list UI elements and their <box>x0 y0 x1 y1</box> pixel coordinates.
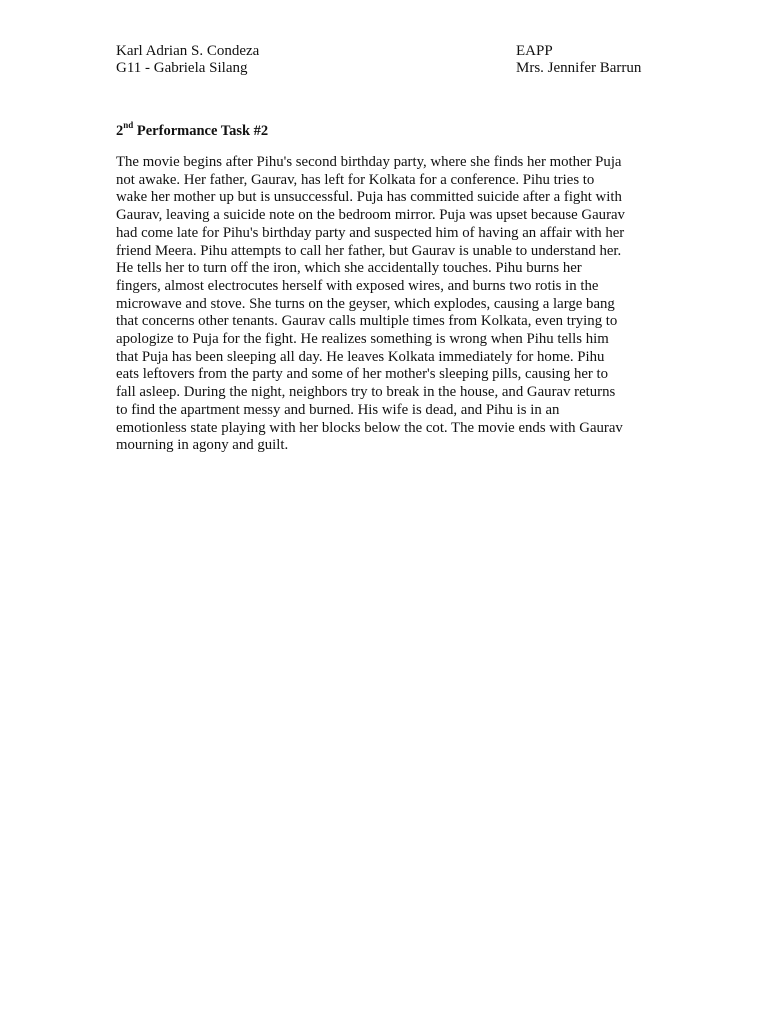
paragraph-line: microwave and stove. She turns on the geyser, which explodes, causing a large bang <box>116 295 615 312</box>
header-row-2 <box>116 60 648 77</box>
paragraph-line: mourning in agony and guilt. <box>116 437 289 454</box>
paragraph-line: to find the apartment messy and burned. His wife is dead, and Pihu is in an <box>116 401 560 418</box>
title-number: 2 <box>116 122 124 139</box>
header-row-1 <box>116 43 648 60</box>
paragraph-line: He tells her to turn off the iron, which she accidentally touches. Pihu burns her <box>116 260 582 277</box>
paragraph-line: fall asleep. During the night, neighbors try to break in the house, and Gaurav returns <box>116 384 616 401</box>
paragraph-line: friend Meera. Pihu attempts to call her father, but Gaurav is unable to understand her. <box>116 242 622 259</box>
paragraph-line: apologize to Puja for the fight. He realizes something is wrong when Pihu tells him <box>116 331 609 348</box>
subject: EAPP <box>516 43 553 59</box>
document-header <box>116 43 648 77</box>
teacher-name: Mrs. Jennifer Barrun <box>516 60 642 76</box>
paragraph-line: that Puja has been sleeping all day. He leaves Kolkata immediately for home. Pihu <box>116 348 605 365</box>
paragraph-line: eats leftovers from the party and some of her mother's sleeping pills, causing her to <box>116 366 609 383</box>
title-ordinal-suffix: nd <box>123 120 134 130</box>
student-name: Karl Adrian S. Condeza <box>116 43 260 59</box>
paragraph-line: wake her mother up but is unsuccessful. Puja has committed suicide after a fight with <box>116 189 622 206</box>
paragraph-line: fingers, almost electrocutes herself with exposed wires, and burns two rotis in the <box>116 277 599 294</box>
paragraph-line: had come late for Pihu's birthday party and suspected him of having an affair with her <box>116 224 625 241</box>
title-text: Performance Task #2 <box>133 122 269 139</box>
paragraph-line: The movie begins after Pihu's second birthday party, where she finds her mother Puja <box>116 154 622 170</box>
document-title <box>116 121 268 140</box>
paragraph-line: Gaurav, leaving a suicide note on the bedroom mirror. Puja was upset because Gaurav <box>116 207 625 224</box>
paragraph-line: not awake. Her father, Gaurav, has left for Kolkata for a conference. Pihu tries to <box>116 171 595 188</box>
section: G11 - Gabriela Silang <box>116 60 248 76</box>
paragraph-line: that concerns other tenants. Gaurav calls multiple times from Kolkata, even trying to <box>116 313 618 330</box>
body-paragraph <box>116 154 656 455</box>
paragraph-line: emotionless state playing with her blocks below the cot. The movie ends with Gaurav <box>116 419 623 436</box>
